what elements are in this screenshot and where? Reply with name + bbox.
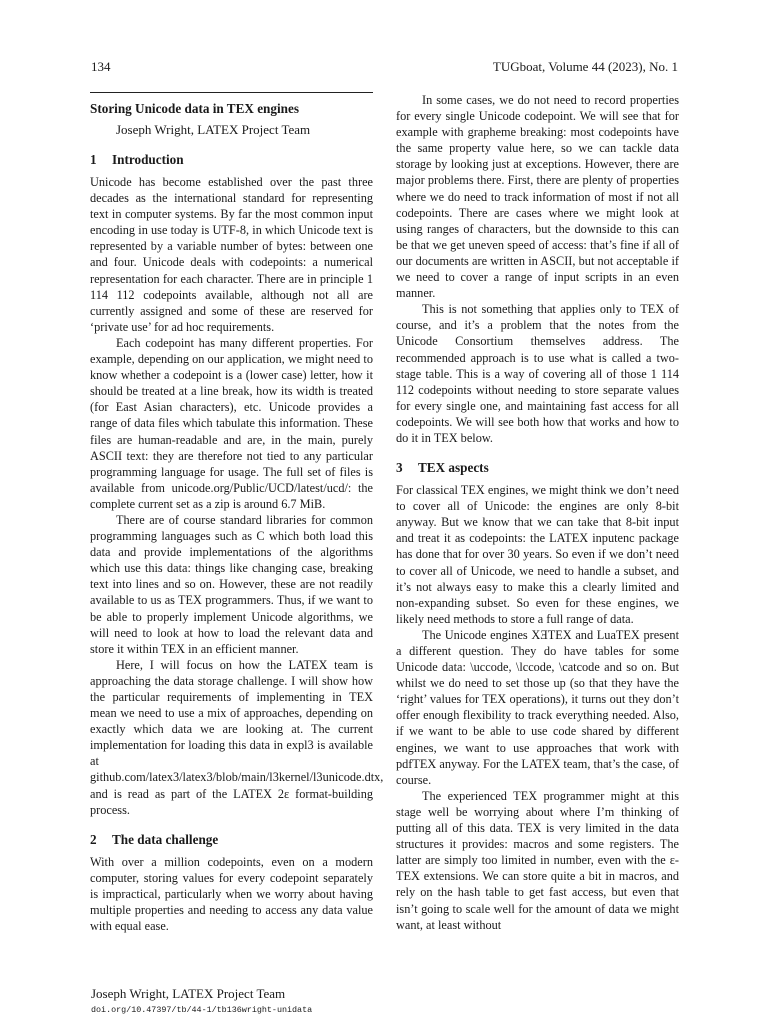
paragraph: The experienced TEX programmer might at this stage well be worrying about where I’m thinking of putting all of this data. TEX is very limited in the data structures it provides: macros and some registers. The latter are simply too limited in number, even with the ε-TEX extensions. We can store quite a bit in macros, and rely on the hash table to get fast access, but even that isn’t going to scale well for the amount of data we might want, at least without <box>396 788 679 932</box>
paragraph: This is not something that applies only to TEX of course, and it’s a problem that the notes from the Unicode Consortium themselves address. The recommended approach is to use what is called a two-stage table. This is a way of covering all of those 1 114 112 codepoints without needing to store separate values for every single one, and maintaining fast access for all codepoints. We will see both how that works and how to do it in TEX below. <box>396 302 679 445</box>
paragraph: With over a million codepoints, even on a modern computer, storing values for every codepoint separately is impractical, particularly when we worry about having multiple properties and needing to access any data value with equal ease. <box>90 854 373 934</box>
section-heading-data-challenge <box>90 832 373 848</box>
paragraph: Here, I will focus on how the LATEX team is approaching the data storage challenge. I will show how the particular requirements of implementing in TEX mean we need to use a mix of approaches, depending on exactly which data we are looking at. The current implementation for loading this data in expl3 is available at github.com/latex3/latex3/blob/main/l3kernel/l3unicode.dtx, and is read as part of the LATEX 2ε format-building process. <box>90 657 384 817</box>
paragraph: Unicode has become established over the past three decades as the international standard for representing text in computer systems. By far the most common input encoding in use today is UTF-8, in which Unicode text is represented by a variable number of bytes: between one and four. Unicode deals with codepoints: a numerical representation for each character. There are in principle 1 114 112 codepoints available, although not all are currently assigned and some of these are reserved for ‘private use’ for ad hoc requirements. <box>90 175 373 334</box>
left-column <box>90 92 384 934</box>
section-title: The data challenge <box>112 831 219 847</box>
footer-author: Joseph Wright, LATEX Project Team <box>91 986 286 1001</box>
paragraph: In some cases, we do not need to record properties for every single Unicode codepoint. We will see that for example with grapheme breaking: most codepoints have the same property value here, so we can tackle data storage by looking just at exceptions. However, there are major problems there. First, there are plenty of properties where we do need to track information of most if not all codepoints. There are cases where we might look at using ranges of characters, but the downside to this can be that we get uneven speed of access: that’s fine if all of our documents are written in ASCII, but not acceptable if we need to cover a range of input scripts in an even manner. <box>396 93 679 301</box>
right-column <box>396 92 679 933</box>
section-number: 1 <box>90 152 97 167</box>
article-title: Storing Unicode data in TEX engines <box>90 101 299 116</box>
section-number: 3 <box>396 460 403 476</box>
paragraph: There are of course standard libraries for common programming languages such as C which both load this data and provide implementations of the algorithms which use this data: things like changing case, breaking text into lines and so on. However, these are not readily available to us as TEX programmers. Thus, if we want to be able to properly implement Unicode algorithms, we will need to look at how to load the relevant data and store it within TEX in an efficient manner. <box>90 512 373 656</box>
section-heading-tex-aspects <box>396 460 679 476</box>
article-byline: Joseph Wright, LATEX Project Team <box>116 122 311 137</box>
paragraph: For classical TEX engines, we might think we don’t need to cover all of Unicode: the engines are only 8-bit anyway. But we know that we can take that 8-bit input and treat it as codepoints: the LATEX inputenc package has done that for over 30 years. So even if we don’t need to cover all of Unicode, we need to handle a subset, and it’s not always easy to make this a clearly limited and non-expanding subset. So even for these engines, we likely need methods to store a full range of data. <box>396 483 679 626</box>
page-number: 134 <box>91 59 111 74</box>
footer-doi-link[interactable]: doi.org/10.47397/tb/44-1/tb136wright-unidata <box>91 1005 313 1015</box>
paragraph: The Unicode engines XƎTEX and LuaTEX present a different question. They do have tables for some Unicode data: \uccode, \lccode, \catcode and so on. But whilst we do need to set those up (so that they have the ‘right’ values for TEX operations), it turns out they don’t offer enough flexibility to track everything needed. Also, if we want to be able to use code shared by different engines, we want to use approaches that work with pdfTEX anyway. For the LATEX team, that’s the case, of course. <box>396 627 679 787</box>
journal-header: TUGboat, Volume 44 (2023), No. 1 <box>492 59 678 74</box>
paragraph: Each codepoint has many different properties. For example, depending on our application, we might need to know whether a codepoint is a (lower case) letter, how it should be treated at a line break, how its width is treated (for East Asian characters), etc. Unicode provides a range of data files which tabulate this information. These files are human-readable and are, in the main, purely ASCII text: they are therefore not tied to any particular programming language for usage. The full set of files is available from unicode.org/Public/UCD/latest/ucd/: the complete current set as a zip is around 6.7 MiB. <box>90 335 373 511</box>
section-title: TEX aspects <box>418 460 489 476</box>
title-rule <box>90 92 373 93</box>
section-title: Introduction <box>112 152 184 167</box>
section-number: 2 <box>90 831 97 847</box>
section-heading-introduction <box>90 152 373 168</box>
